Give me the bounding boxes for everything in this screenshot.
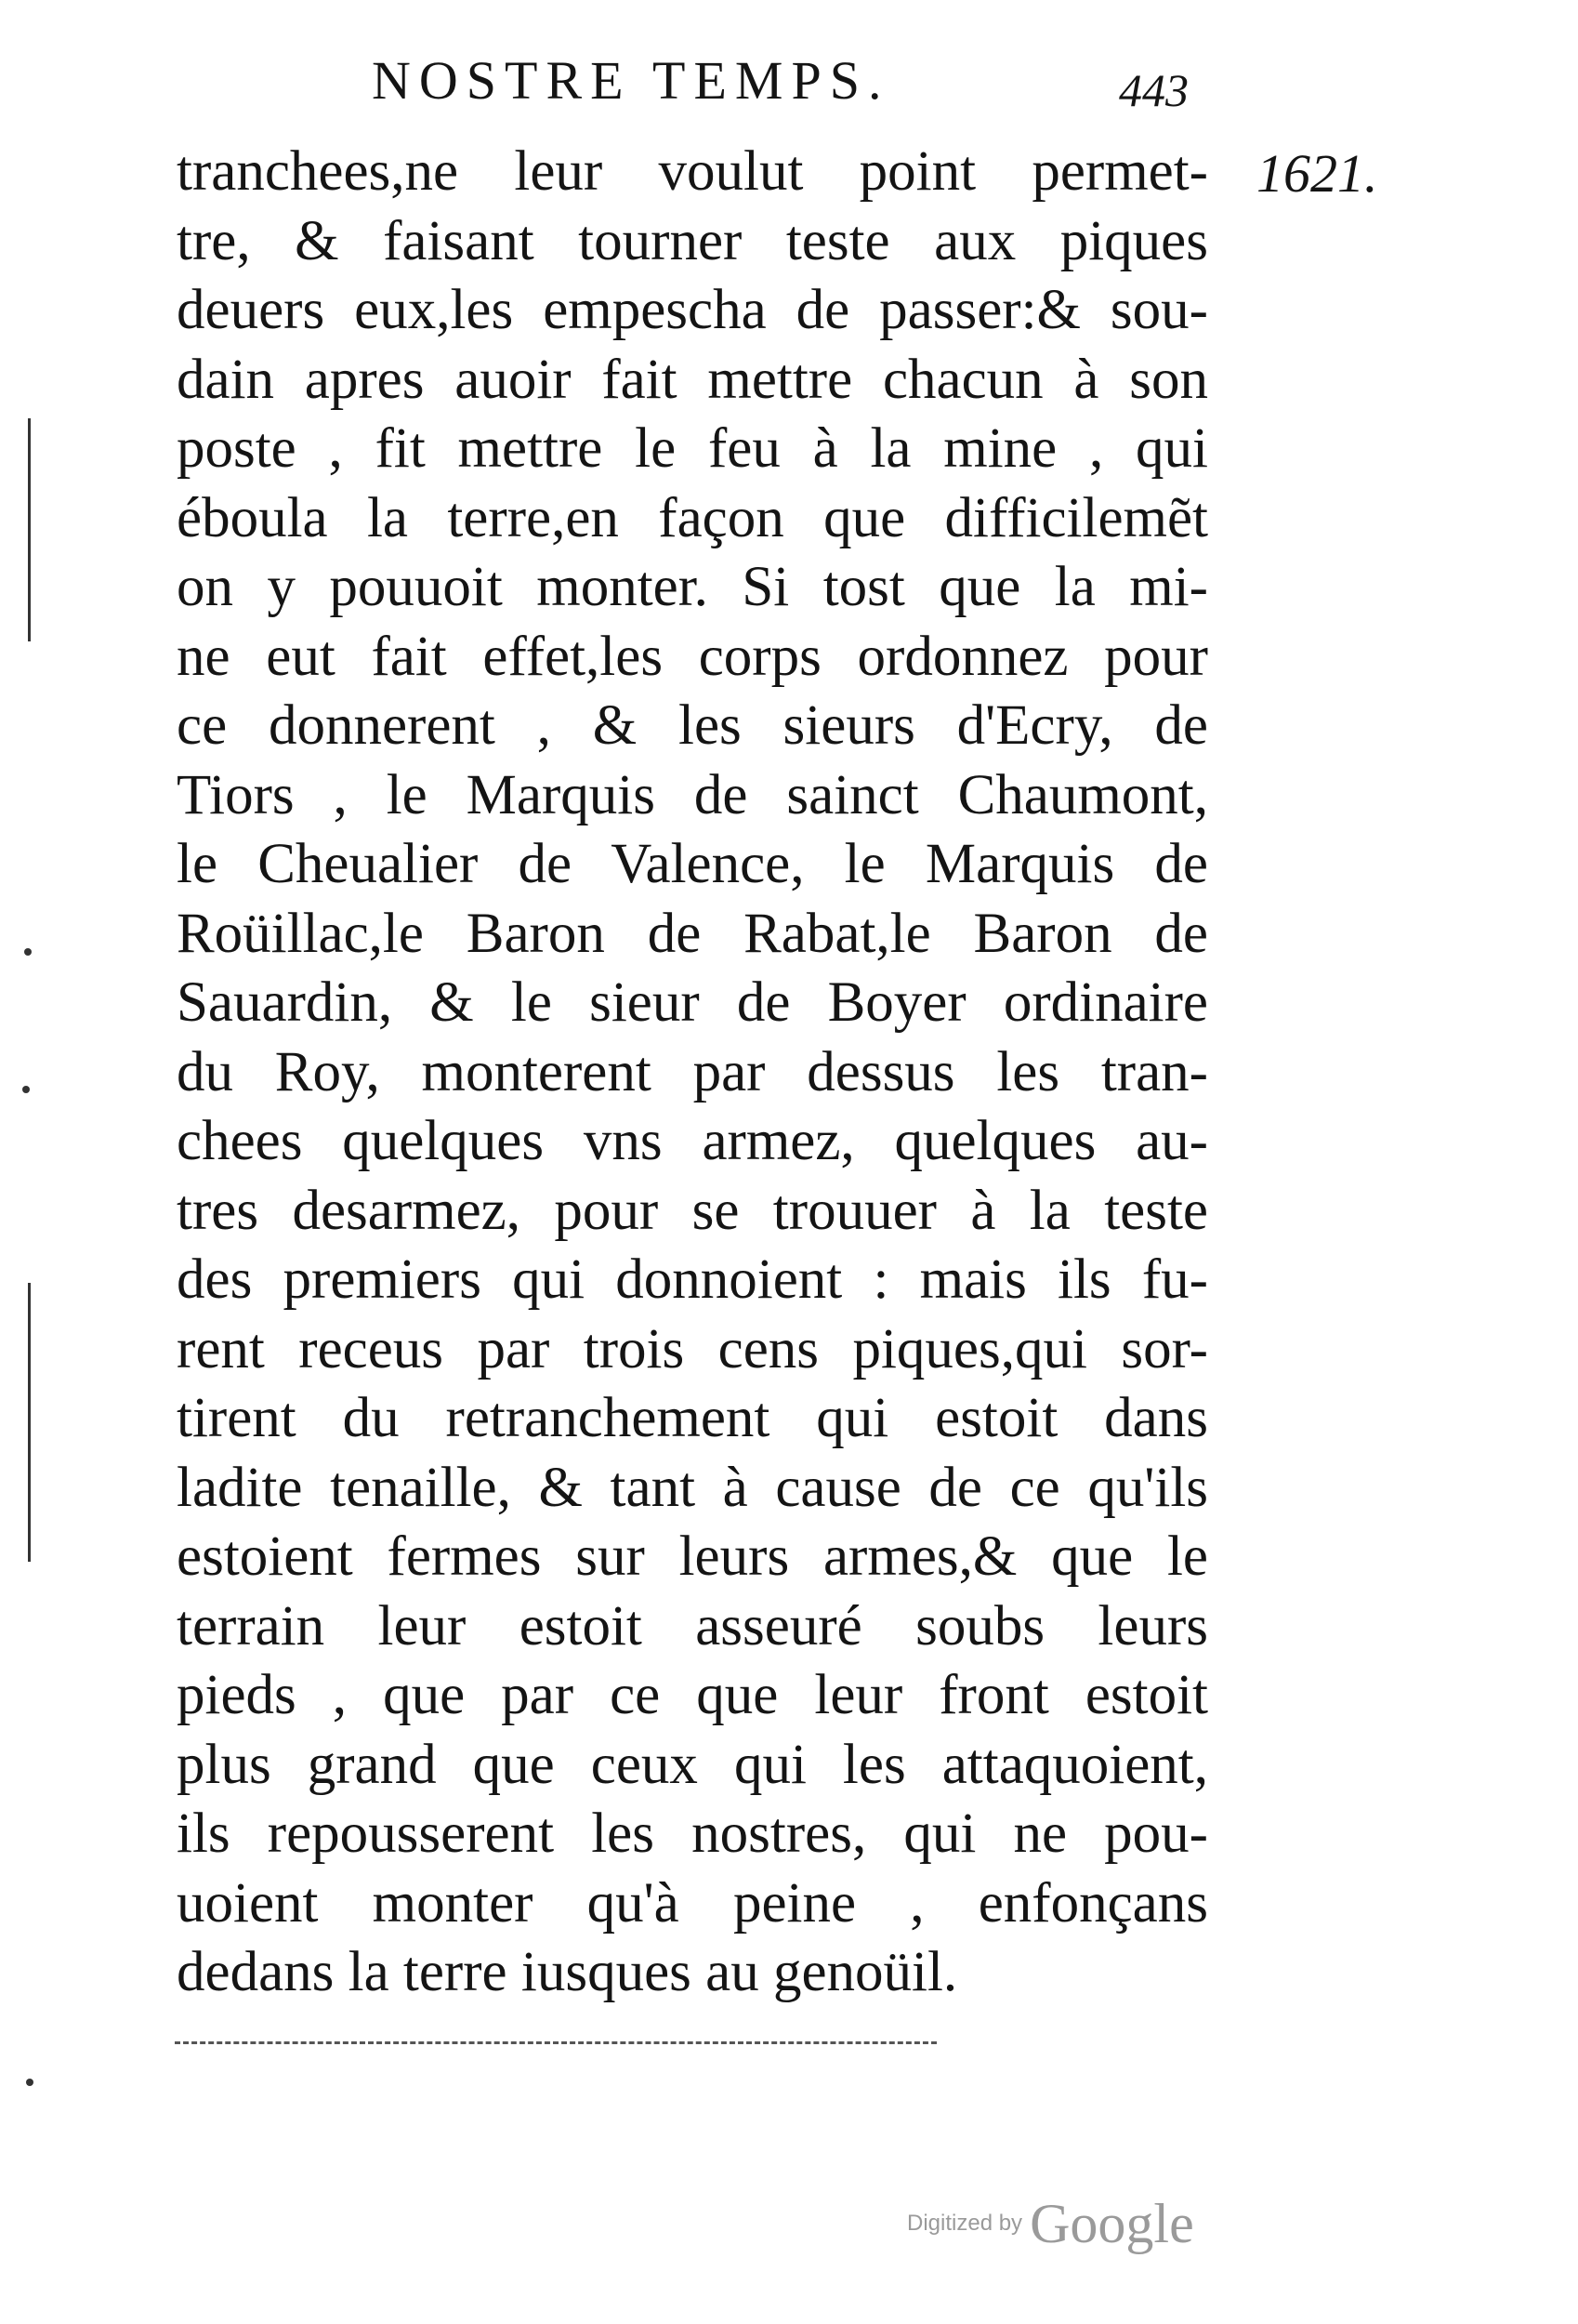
text-line: le Cheualier de Valence, le Marquis de xyxy=(177,833,1208,895)
text-line: poste , fit mettre le feu à la mine , qui xyxy=(177,417,1208,480)
edge-speck xyxy=(22,1086,30,1093)
left-edge-mark xyxy=(28,1283,31,1562)
digitized-by-watermark xyxy=(907,2193,1194,2254)
google-logo: Google xyxy=(1030,2193,1194,2254)
text-line: Sauardin, & le sieur de Boyer ordinaire xyxy=(177,971,1208,1034)
text-line: estoient fermes sur leurs armes,& que le xyxy=(177,1525,1208,1588)
text-line: uoient monter qu'à peine , enfonçans xyxy=(177,1871,1208,1934)
running-head: NOSTRE TEMPS. xyxy=(372,50,890,111)
text-line: des premiers qui donnoient : mais ils fu- xyxy=(177,1248,1208,1311)
text-line: dain apres auoir fait mettre chacun à son xyxy=(177,348,1208,411)
left-edge-mark xyxy=(28,418,31,641)
text-line: du Roy, monterent par dessus les tran- xyxy=(177,1040,1208,1103)
text-line: Tiors , le Marquis de sainct Chaumont, xyxy=(177,763,1208,826)
edge-speck xyxy=(26,2079,33,2086)
text-line: tirent du retranchement qui estoit dans xyxy=(177,1387,1208,1449)
text-line: on y pouuoit monter. Si tost que la mi- xyxy=(177,556,1208,618)
text-line: Roüillac,le Baron de Rabat,le Baron de xyxy=(177,902,1208,965)
margin-year-note: 1621. xyxy=(1256,143,1378,204)
end-rule xyxy=(175,2041,937,2044)
text-line: deuers eux,les empescha de passer:& sou- xyxy=(177,279,1208,341)
text-line: terrain leur estoit asseuré soubs leurs xyxy=(177,1594,1208,1657)
text-line: tres desarmez, pour se trouuer à la teste xyxy=(177,1179,1208,1242)
text-line: éboula la terre,en façon que difficilemẽt xyxy=(177,486,1208,549)
text-line: ce donnerent , & les sieurs d'Ecry, de xyxy=(177,694,1208,757)
text-line: plus grand que ceux qui les attaquoient, xyxy=(177,1733,1208,1796)
text-line: rent receus par trois cens piques,qui sor- xyxy=(177,1317,1208,1380)
digitized-by-label: Digitized by xyxy=(907,2211,1023,2236)
text-line: ne eut fait effet,les corps ordonnez pour xyxy=(177,625,1208,688)
body-text xyxy=(177,138,1208,2008)
text-line: ils repousserent les nostres, qui ne pou- xyxy=(177,1802,1208,1865)
text-line: dedans la terre iusques au genoüil. xyxy=(177,1941,958,2003)
edge-speck xyxy=(24,948,32,956)
page-number: 443 xyxy=(1119,64,1189,116)
text-line: ladite tenaille, & tant à cause de ce qu'ils xyxy=(177,1456,1208,1519)
text-line: tranchees,ne leur voulut point permet- xyxy=(177,140,1208,203)
text-line: tre, & faisant tourner teste aux piques xyxy=(177,209,1208,272)
text-line: pieds , que par ce que leur front estoit xyxy=(177,1664,1208,1726)
text-line: chees quelques vns armez, quelques au- xyxy=(177,1110,1208,1172)
